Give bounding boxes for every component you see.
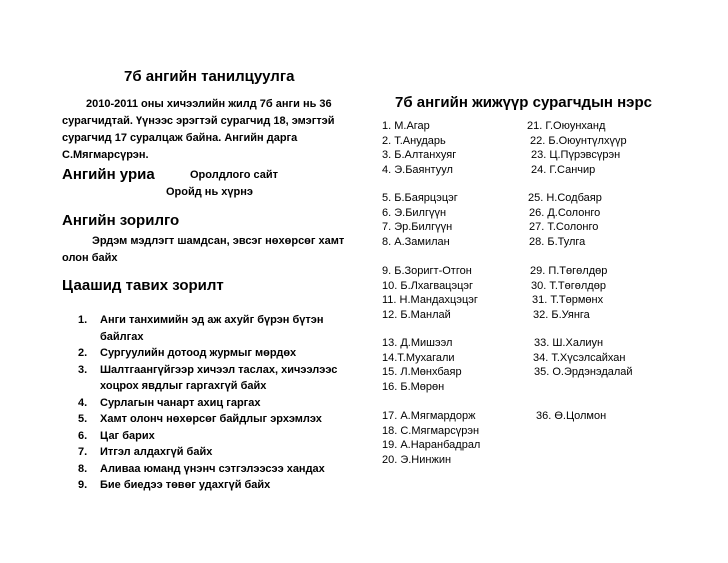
intro-line: сурагчидтай. Үүнээс эрэгтэй сурагчид 18, эмэгтэй <box>62 115 335 127</box>
duty-student-entry: 36. Ө.Цолмон <box>536 410 607 422</box>
future-goal-item <box>78 411 337 428</box>
future-goals-heading: Цаашид тавих зорилт <box>62 277 224 294</box>
duty-student-entry: 13. Д.Мишээл <box>382 337 453 349</box>
duty-student-entry: 27. Т.Солонго <box>529 221 599 233</box>
duty-student-entry: 7. Эр.Билгүүн <box>382 221 453 233</box>
duty-student-entry: 23. Ц.Пүрэвсүрэн <box>531 149 621 161</box>
duty-student-entry: 25. Н.Содбаяр <box>528 192 602 204</box>
duty-student-entry: 19. А.Наранбадрал <box>382 439 481 451</box>
future-goal-number: 4. <box>78 396 88 409</box>
intro-line: С.Мягмарсүрэн. <box>62 149 149 161</box>
future-goal-item <box>78 477 337 494</box>
goal-text <box>62 233 344 267</box>
future-goal-number: 9. <box>78 479 88 491</box>
duty-student-entry: 26. Д.Солонго <box>529 206 601 219</box>
future-goal-item <box>78 428 337 445</box>
future-goal-text: Итгэл алдахгүй байх <box>100 446 213 458</box>
future-goal-number: 3. <box>78 363 88 376</box>
intro-line: 2010-2011 оны хичээлийн жилд 7б анги нь 36 <box>86 98 332 110</box>
future-goal-text: Аливаа юманд үнэнч сэтгэлээсээ хандах <box>100 462 325 475</box>
duty-student-entry: 29. П.Төгөлдөр <box>530 265 608 277</box>
goal-line-2: олон байх <box>62 252 118 264</box>
future-goals-list <box>78 312 337 494</box>
duty-student-entry: 32. Б.Уянга <box>533 308 590 321</box>
duty-student-entry: 2. Т.Анударь <box>382 134 446 147</box>
future-goal-text: хоцрох явдлыг гаргахгүй байх <box>100 380 267 392</box>
goal-heading: Ангийн зорилго <box>62 212 180 229</box>
duty-student-entry: 31. Т.Төрмөнх <box>532 294 604 306</box>
future-goal-number: 7. <box>78 446 88 458</box>
duty-student-entry: 28. Б.Тулга <box>529 235 586 248</box>
duty-student-entry: 24. Г.Санчир <box>531 163 596 176</box>
future-goal-item <box>78 461 337 478</box>
duty-student-entry: 21. Г.Оюунханд <box>527 120 606 132</box>
future-goal-number: 2. <box>78 347 88 359</box>
duty-student-entry: 1. М.Агар <box>382 120 430 132</box>
duty-student-entry: 20. Э.Нинжин <box>382 453 452 466</box>
duty-student-entry: 18. С.Мягмарсүрэн <box>382 424 480 437</box>
duty-student-entry: 15. Л.Мөнхбаяр <box>382 366 462 378</box>
intro-line: сурагчид 17 суралцаж байна. Ангийн дарга <box>62 132 298 144</box>
future-goal-item <box>78 362 337 395</box>
duty-student-entry: 5. Б.Баярцэцэг <box>382 192 458 204</box>
duty-student-entry: 11. Н.Мандахцэцэг <box>382 294 478 306</box>
future-goal-item <box>78 345 337 362</box>
duty-student-entry: 22. Б.Оюунтүлхүүр <box>530 134 627 147</box>
duty-student-entry: 10. Б.Лхагвацэцэг <box>382 279 474 292</box>
future-goal-text: Сургуулийн дотоод журмыг мөрдөх <box>100 347 297 359</box>
future-goal-number: 5. <box>78 413 88 425</box>
goal-line-1: Эрдэм мэдлэгт шамдсан, эвсэг нөхөрсөг хамт <box>92 235 345 247</box>
duty-student-entry: 8. А.Замилан <box>382 235 450 248</box>
duty-student-entry: 16. Б.Мөрөн <box>382 380 445 393</box>
future-goal-text: байлгах <box>100 330 144 343</box>
future-goal-number: 6. <box>78 429 88 442</box>
duty-student-entry: 30. Т.Төгөлдөр <box>531 279 606 292</box>
future-goal-text: Бие биедээ төвөг удахгүй байх <box>100 479 271 491</box>
page-title: 7б ангийн танилцуулга <box>124 68 295 85</box>
duty-student-entry: 34. Т.Хүсэлсайхан <box>533 351 626 364</box>
future-goal-item <box>78 395 337 412</box>
duty-student-entry: 35. О.Эрдэнэдалай <box>534 366 633 378</box>
motto-line-2: Оройд нь хүрнэ <box>166 186 253 198</box>
future-goal-number: 8. <box>78 462 88 475</box>
duty-student-entry: 17. А.Мягмардорж <box>382 410 476 422</box>
future-goal-text: Шалтгаангүйгээр хичээл таслах, хичээлээс <box>100 363 338 376</box>
future-goal-number: 1. <box>78 314 88 326</box>
duty-student-entry: 3. Б.Алтанхуяг <box>382 149 457 161</box>
intro-paragraph <box>62 96 362 164</box>
future-goal-text: Хамт олонч нөхөрсөг байдлыг эрхэмлэх <box>100 413 322 425</box>
future-goal-item <box>78 444 337 461</box>
future-goal-text: Сурлагын чанарт ахиц гаргах <box>100 396 261 409</box>
motto-heading: Ангийн уриа <box>62 166 155 183</box>
duty-student-entry: 14.Т.Мухагали <box>382 351 455 364</box>
future-goal-text: Цаг барих <box>100 429 155 442</box>
future-goal-item <box>78 312 337 345</box>
motto-line-1: Оролдлого сайт <box>190 169 278 181</box>
duty-students-title: 7б ангийн жижүүр сурагчдын нэрс <box>395 94 652 111</box>
duty-student-entry: 4. Э.Баянтуул <box>382 163 453 176</box>
duty-student-entry: 33. Ш.Халиун <box>534 337 604 349</box>
future-goal-text: Анги танхимийн эд аж ахуйг бүрэн бүтэн <box>100 314 324 326</box>
duty-student-entry: 9. Б.Зоригт-Отгон <box>382 265 472 277</box>
duty-student-entry: 12. Б.Манлай <box>382 308 451 321</box>
duty-student-entry: 6. Э.Билгүүн <box>382 206 447 219</box>
